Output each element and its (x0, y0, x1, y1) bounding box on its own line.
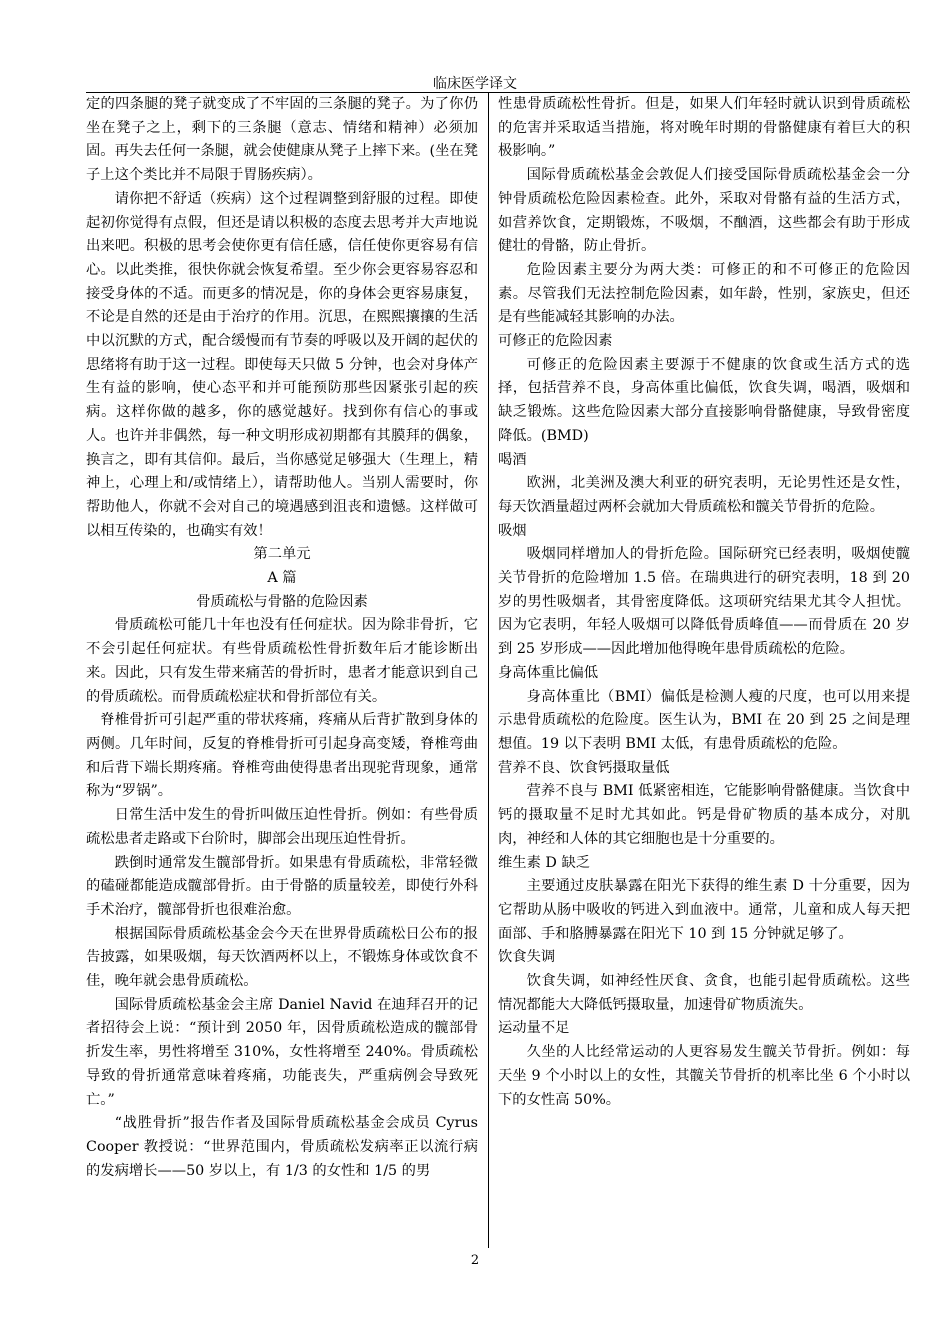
paragraph: 吸烟同样增加人的骨折危险。国际研究已经表明，吸烟使髋关节骨折的危险增加 1.5 倍。在瑞典进行的研究表明，18 到 20 岁的男性吸烟者，其骨密度降低。这项研究结果尤其令人担忧。因为它表明，年轻人吸烟可以降低骨质峰值——而骨质在 20 岁到 25 岁形成——因此增加他得晚年患骨质疏松的危险。 (498, 546, 910, 658)
paragraph: 国际骨质疏松基金会主席 Daniel Navid 在迪拜召开的记者招待会上说：“预计到 2050 年，因骨质疏松造成的髋部骨折发生率，男性将增至 310%，女性将增至 240%。骨质疏松导致的骨折通常意味着疼痛，功能丧失，严重病例会导致死亡。” (86, 996, 478, 1108)
paragraph: 性患骨质疏松性骨折。但是，如果人们年轻时就认识到骨质疏松的危害并采取适当措施，将对晚年时期的骨骼健康有着巨大的积极影响。” (498, 96, 910, 160)
paragraph: 营养不良与 BMI 低紧密相连，它能影响骨骼健康。当饮食中钙的摄取量不足时尤其如此。钙是骨矿物质的基本成分，对肌肉，神经和人体的其它细胞也是十分重要的。 (498, 783, 910, 847)
page-number: 2 (470, 1253, 480, 1268)
page-header: 临床医学译文 (433, 76, 517, 92)
paragraph: “战胜骨折”报告作者及国际骨质疏松基金会成员 Cyrus Cooper 教授说：“世界范围内，骨质疏松发病率正以流行病的发病增长——50 岁以上，有 1/3 的女性和 1/5 的男 (86, 1115, 478, 1179)
section-heading: 身高体重比偏低 (498, 664, 599, 681)
paragraph: 欧洲，北美洲及澳大利亚的研究表明，无论男性还是女性，每天饮酒量超过两杯会就加大骨质疏松和髋关节骨折的危险。 (498, 475, 910, 515)
section-heading: 营养不良、饮食钙摄取量低 (498, 759, 670, 776)
paragraph: 国际骨质疏松基金会敦促人们接受国际骨质疏松基金会一分钟骨质疏松危险因素检查。此外，采取对骨骼有益的生活方式，如营养饮食，定期锻炼，不吸烟，不酗酒，这些都会有助于形成健壮的骨骼，防止骨折。 (498, 167, 910, 255)
paragraph: 跌倒时通常发生髋部骨折。如果患有骨质疏松，非常轻微的磕碰都能造成髋部骨折。由于骨骼的质量较差，即使行外科手术治疗，髋部骨折也很难治愈。 (86, 854, 478, 918)
paragraph: 身高体重比（BMI）偏低是检测人瘦的尺度，也可以用来提示患骨质疏松的危险度。医生认为，BMI 在 20 到 25 之间是理想值。19 以下表明 BMI 太低，有患骨质疏松的危险。 (498, 688, 910, 752)
paragraph: 主要通过皮肤暴露在阳光下获得的维生素 D 十分重要，因为它帮助从肠中吸收的钙进入到血液中。通常，儿童和成人每天把面部、手和胳膊暴露在阳光下 10 到 15 分钟就足够了。 (498, 878, 910, 942)
section-heading: 可修正的危险因素 (498, 333, 613, 350)
column-divider (488, 93, 489, 1248)
paragraph: 久坐的人比经常运动的人更容易发生髋关节骨折。例如：每天坐 9 个小时以上的女性，其髋关节骨折的机率比坐 6 个小时以下的女性高 50%。 (498, 1044, 910, 1108)
section-heading: 饮食失调 (498, 949, 556, 966)
paragraph: 骨质疏松可能几十年也没有任何症状。因为除非骨折，它不会引起任何症状。有些骨质疏松性骨折数年后才能诊断出来。因此，只有发生带来痛苦的骨折时，患者才能意识到自己的骨质疏松。而骨质疏松症状和骨折部位有关。 (86, 617, 478, 705)
right-column (498, 93, 910, 1112)
section-heading: 运动量不足 (498, 1020, 570, 1037)
paragraph: 根据国际骨质疏松基金会今天在世界骨质疏松日公布的报告披露，如果吸烟，每天饮酒两杯以上，不锻炼身体或饮食不佳，晚年就会患骨质疏松。 (86, 925, 478, 990)
paragraph: 日常生活中发生的骨折叫做压迫性骨折。例如：有些骨质疏松患者走路或下台阶时，脚部会出现压迫性骨折。 (86, 807, 478, 847)
paragraph: 请你把不舒适（疾病）这个过程调整到舒服的过程。即使起初你觉得有点假，但还是请以积极的态度去思考并大声地说出来吧。积极的思考会使你更有信任感，信任使你更容易有信心。以此类推，很快你就会恢复希望。至少你会更容易容忍和接受身体的不适。而更多的情况是，你的身体会更容易康复，不论是自然的还是由于治疗的作用。沉思，在熙熙攘攘的生活中以沉默的方式，配合缓慢而有节奏的呼吸以及开阔的起伏的思绪将有助于这一过程。即使每天只做 5 分钟，也会对身体产生有益的影响，使心态平和并可能预防那些因紧张引起的疾病。这样你做的越多，你的感觉越好。找到你有信心的事或人。也许并非偶然，每一种文明形成初期都有其膜拜的偶象，换言之，即有其信仰。最后，当你感觉足够强大（生理上，精神上，心理上和/或情绪上），请帮助他人。当别人需要时，你帮助他人，你就不会对自己的境遇感到沮丧和遗憾。这样做可以相互传染的，也确实有效！ (86, 190, 478, 539)
paragraph: 可修正的危险因素主要源于不健康的饮食或生活方式的选择，包括营养不良，身高体重比偏低，饮食失调，喝酒，吸烟和缺乏锻炼。这些危险因素大部分直接影响骨骼健康，导致骨密度降低。(BMD) (498, 356, 910, 444)
centered-title: A 篇 (267, 570, 297, 587)
left-column (86, 93, 478, 1183)
paragraph: 饮食失调，如神经性厌食、贪食，也能引起骨质疏松。这些情况都能大大降低钙摄取量，加速骨矿物质流失。 (498, 973, 910, 1013)
paragraph: 危险因素主要分为两大类：可修正的和不可修正的危险因素。尽管我们无法控制危险因素，如年龄，性别，家族史，但还是有些能减轻其影响的办法。 (498, 261, 910, 326)
section-heading: 喝酒 (498, 451, 527, 468)
centered-title: 第二单元 (253, 546, 311, 563)
paragraph: 定的四条腿的凳子就变成了不牢固的三条腿的凳子。为了你仍坐在凳子之上，剩下的三条腿（意志、情绪和精神）必须加固。再失去任何一条腿，就会使健康从凳子上摔下来。(坐在凳子上这个类比并不局限于胃肠疾病）。 (86, 96, 478, 184)
paragraph: 脊椎骨折可引起严重的带状疼痛，疼痛从后背扩散到身体的两侧。几年时间，反复的脊椎骨折可引起身高变矮，脊椎弯曲和后背下端长期疼痛。脊椎弯曲使得患者出现驼背现象，通常称为“罗锅”。 (86, 712, 478, 800)
section-heading: 维生素 D 缺乏 (498, 854, 591, 871)
centered-title: 骨质疏松与骨骼的危险因素 (196, 593, 368, 610)
section-heading: 吸烟 (498, 522, 527, 539)
